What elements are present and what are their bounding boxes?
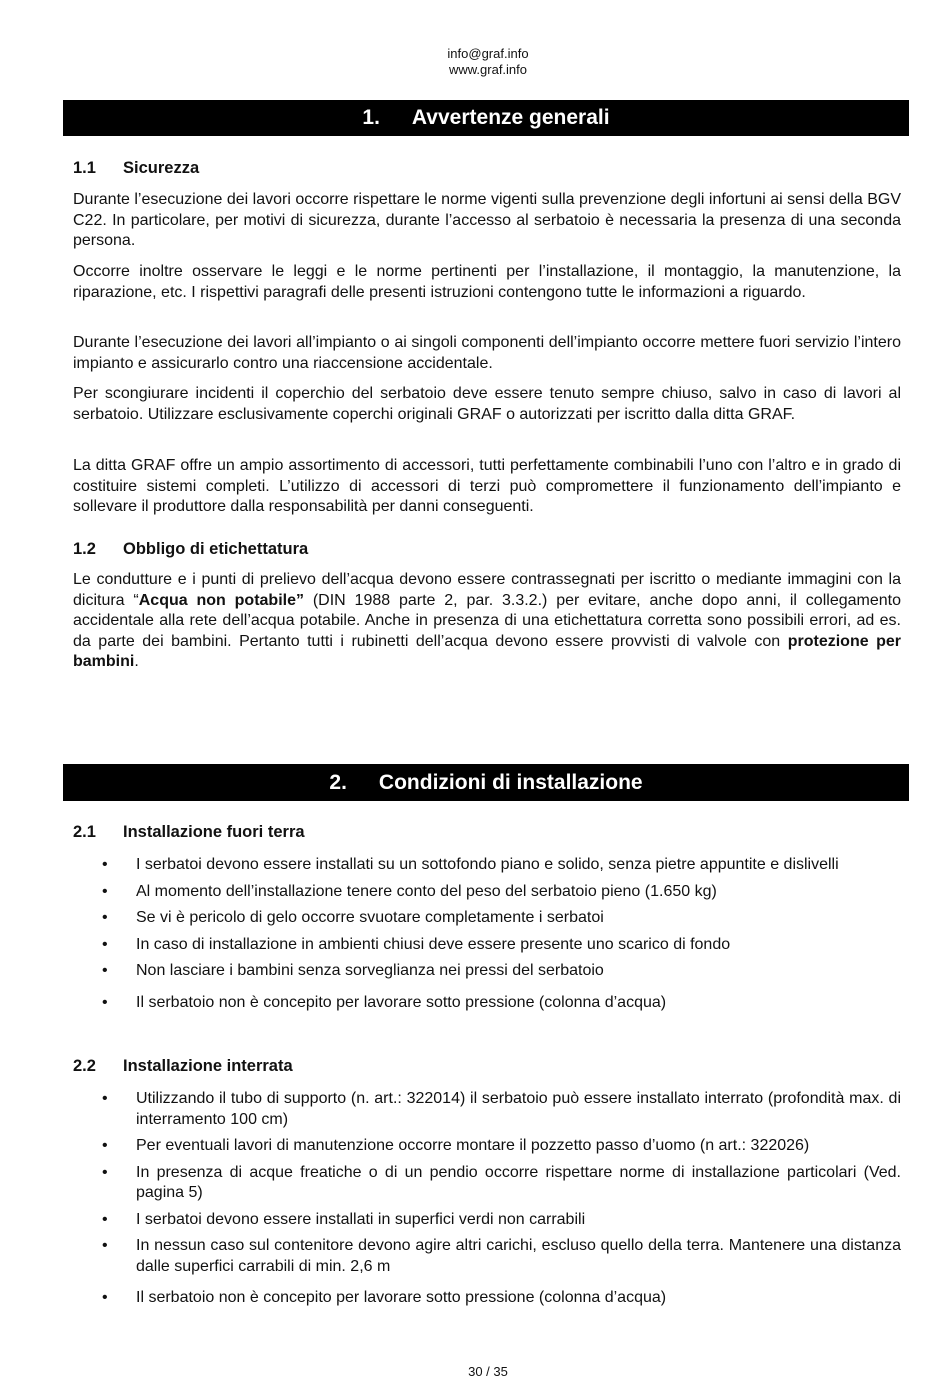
list-item-text: I serbatoi devono essere installati su un sottofondo piano e solido, senza pietre appuntite e dislivelli xyxy=(136,856,839,873)
bullet-icon: • xyxy=(102,1210,108,1228)
section-1-1-paragraph-2: Occorre inoltre osservare le leggi e le norme pertinenti per l’installazione, il montaggio, la manutenzione, la riparazione, etc. I rispettivi paragrafi delle presenti istruzioni contengono tutte le informazioni a riguardo. xyxy=(73,263,901,301)
section-1-2-text-a: Le condutture e i punti di prelievo dell’acqua devono essere contrassegnati per iscritto o mediante immagini con la dicitura “ xyxy=(73,571,901,609)
section-1-2-number: 1.2 xyxy=(73,540,96,558)
page-number: 30 / 35 xyxy=(468,1364,508,1379)
list-item xyxy=(73,935,901,956)
bullet-icon: • xyxy=(102,962,108,979)
section-1-1-paragraph-5: La ditta GRAF offre un ampio assortimento di accessori, tutti perfettamente combinabili l’uno con l’altro e in grado di costituire sistemi completi. L’utilizzo di accessori di terzi può compromettere il funzionamento dell’impianto e sollevare il produttore dalla responsabilità per danni conseguenti. xyxy=(73,457,901,515)
section-1-1-paragraph-4: Per scongiurare incidenti il coperchio del serbatoio deve essere tenuto sempre chiuso, salvo in caso di lavori al serbatoio. Utilizzare esclusivamente coperchi originali GRAF o autorizzati per iscritto dalla ditta GRAF. xyxy=(73,385,901,423)
chapter-2-heading xyxy=(63,764,909,801)
list-item-text: I serbatoi devono essere installati in superfici verdi non carrabili xyxy=(136,1210,586,1228)
page-header xyxy=(0,46,950,78)
chapter-1-title: Avvertenze generali xyxy=(411,106,610,129)
chapter-1-heading xyxy=(63,100,909,136)
list-item xyxy=(73,961,901,982)
bullet-icon: • xyxy=(102,1090,108,1107)
list-item-text: In nessun caso sul contenitore devono agire altri carichi, escluso quello della terra. Mantenere una distanza dalle superfici carrabili di min. 2,6 m xyxy=(136,1237,901,1275)
section-1-2-paragraph xyxy=(73,570,901,673)
chapter-2-title: Condizioni di installazione xyxy=(378,771,643,794)
list-item xyxy=(73,1089,901,1130)
list-item xyxy=(73,882,901,903)
bullet-icon: • xyxy=(102,1237,108,1254)
list-item xyxy=(73,1163,901,1204)
bullet-icon: • xyxy=(102,882,108,900)
section-1-2-text-b: (DIN 1988 parte 2, par. 3.3.2.) per evitare, anche dopo anni, il collegamento accidentale alla rete dell’acqua potabile. Anche in presenza di una etichettatura corretta sono possibili errori, ad es. da parte dei bambini. Pertanto tutti i rubinetti dell’acqua devono essere provvisti di valvole con xyxy=(73,591,901,650)
section-2-2-title: Installazione interrata xyxy=(123,1057,293,1075)
list-item xyxy=(73,1136,901,1157)
section-1-2-bold-a: Acqua non potabile” xyxy=(138,591,304,609)
section-1-2-heading xyxy=(73,539,308,559)
section-1-1-paragraph-1: Durante l’esecuzione dei lavori occorre rispettare le norme vigenti sulla prevenzione degli infortuni ai sensi della BGV C22. In particolare, per motivi di sicurezza, durante l’accesso al serbatoio è necessaria la presenza di una seconda persona. xyxy=(73,191,901,249)
section-2-2-number: 2.2 xyxy=(73,1057,96,1075)
section-1-1-title: Sicurezza xyxy=(123,159,200,177)
list-item-text: In caso di installazione in ambienti chiusi deve essere presente uno scarico di fondo xyxy=(136,935,731,953)
list-item-text: Il serbatoio non è concepito per lavorare sotto pressione (colonna d’acqua) xyxy=(136,1289,667,1306)
section-2-1-list xyxy=(73,855,901,1013)
list-item-text: In presenza di acque freatiche o di un pendio occorre rispettare norme di installazione particolari (Ved. pagina 5) xyxy=(136,1163,901,1201)
bullet-icon: • xyxy=(102,856,108,873)
list-item xyxy=(73,908,901,929)
list-item-text: Il serbatoio non è concepito per lavorare sotto pressione (colonna d’acqua) xyxy=(136,993,667,1011)
bullet-icon: • xyxy=(102,993,108,1011)
section-2-1-heading xyxy=(73,822,305,842)
section-1-2-title: Obbligo di etichettatura xyxy=(123,540,309,558)
list-item xyxy=(73,1288,901,1309)
bullet-icon: • xyxy=(102,1289,108,1306)
chapter-1-number: 1. xyxy=(362,106,380,129)
section-2-1-number: 2.1 xyxy=(73,823,96,841)
list-item-text: Utilizzando il tubo di supporto (n. art.: 322014) il serbatoio può essere installato interrato (profondità max. di interramento 100 cm) xyxy=(136,1090,901,1128)
bullet-icon: • xyxy=(102,935,108,953)
list-item-text: Per eventuali lavori di manutenzione occorre montare il pozzetto passo d’uomo (n art.: 322026) xyxy=(136,1137,810,1154)
list-item-text: Se vi è pericolo di gelo occorre svuotare completamente i serbatoi xyxy=(136,909,604,926)
section-1-1-heading xyxy=(73,158,199,178)
bullet-icon: • xyxy=(102,1163,108,1181)
header-email: info@graf.info xyxy=(447,46,529,61)
section-2-2-list xyxy=(73,1089,901,1309)
chapter-2-number: 2. xyxy=(329,771,347,794)
list-item xyxy=(73,1236,901,1277)
list-item xyxy=(73,855,901,876)
list-item xyxy=(73,993,901,1014)
section-1-2-text-c: . xyxy=(134,653,139,670)
section-2-2-heading xyxy=(73,1056,293,1076)
bullet-icon: • xyxy=(102,1137,108,1154)
section-1-1-number: 1.1 xyxy=(73,159,96,177)
list-item xyxy=(73,1210,901,1231)
bullet-icon: • xyxy=(102,909,108,926)
header-website: www.graf.info xyxy=(448,62,528,77)
section-1-1-paragraph-3: Durante l’esecuzione dei lavori all’impianto o ai singoli componenti dell’impianto occorre mettere fuori servizio l’intero impianto e assicurarlo contro una riaccensione accidentale. xyxy=(73,334,901,372)
list-item-text: Non lasciare i bambini senza sorveglianza nei pressi del serbatoio xyxy=(136,962,604,979)
section-2-1-title: Installazione fuori terra xyxy=(123,823,305,841)
section-1-2-bold-b: protezione per bambini xyxy=(73,632,902,670)
list-item-text: Al momento dell’installazione tenere conto del peso del serbatoio pieno (1.650 kg) xyxy=(136,882,717,900)
